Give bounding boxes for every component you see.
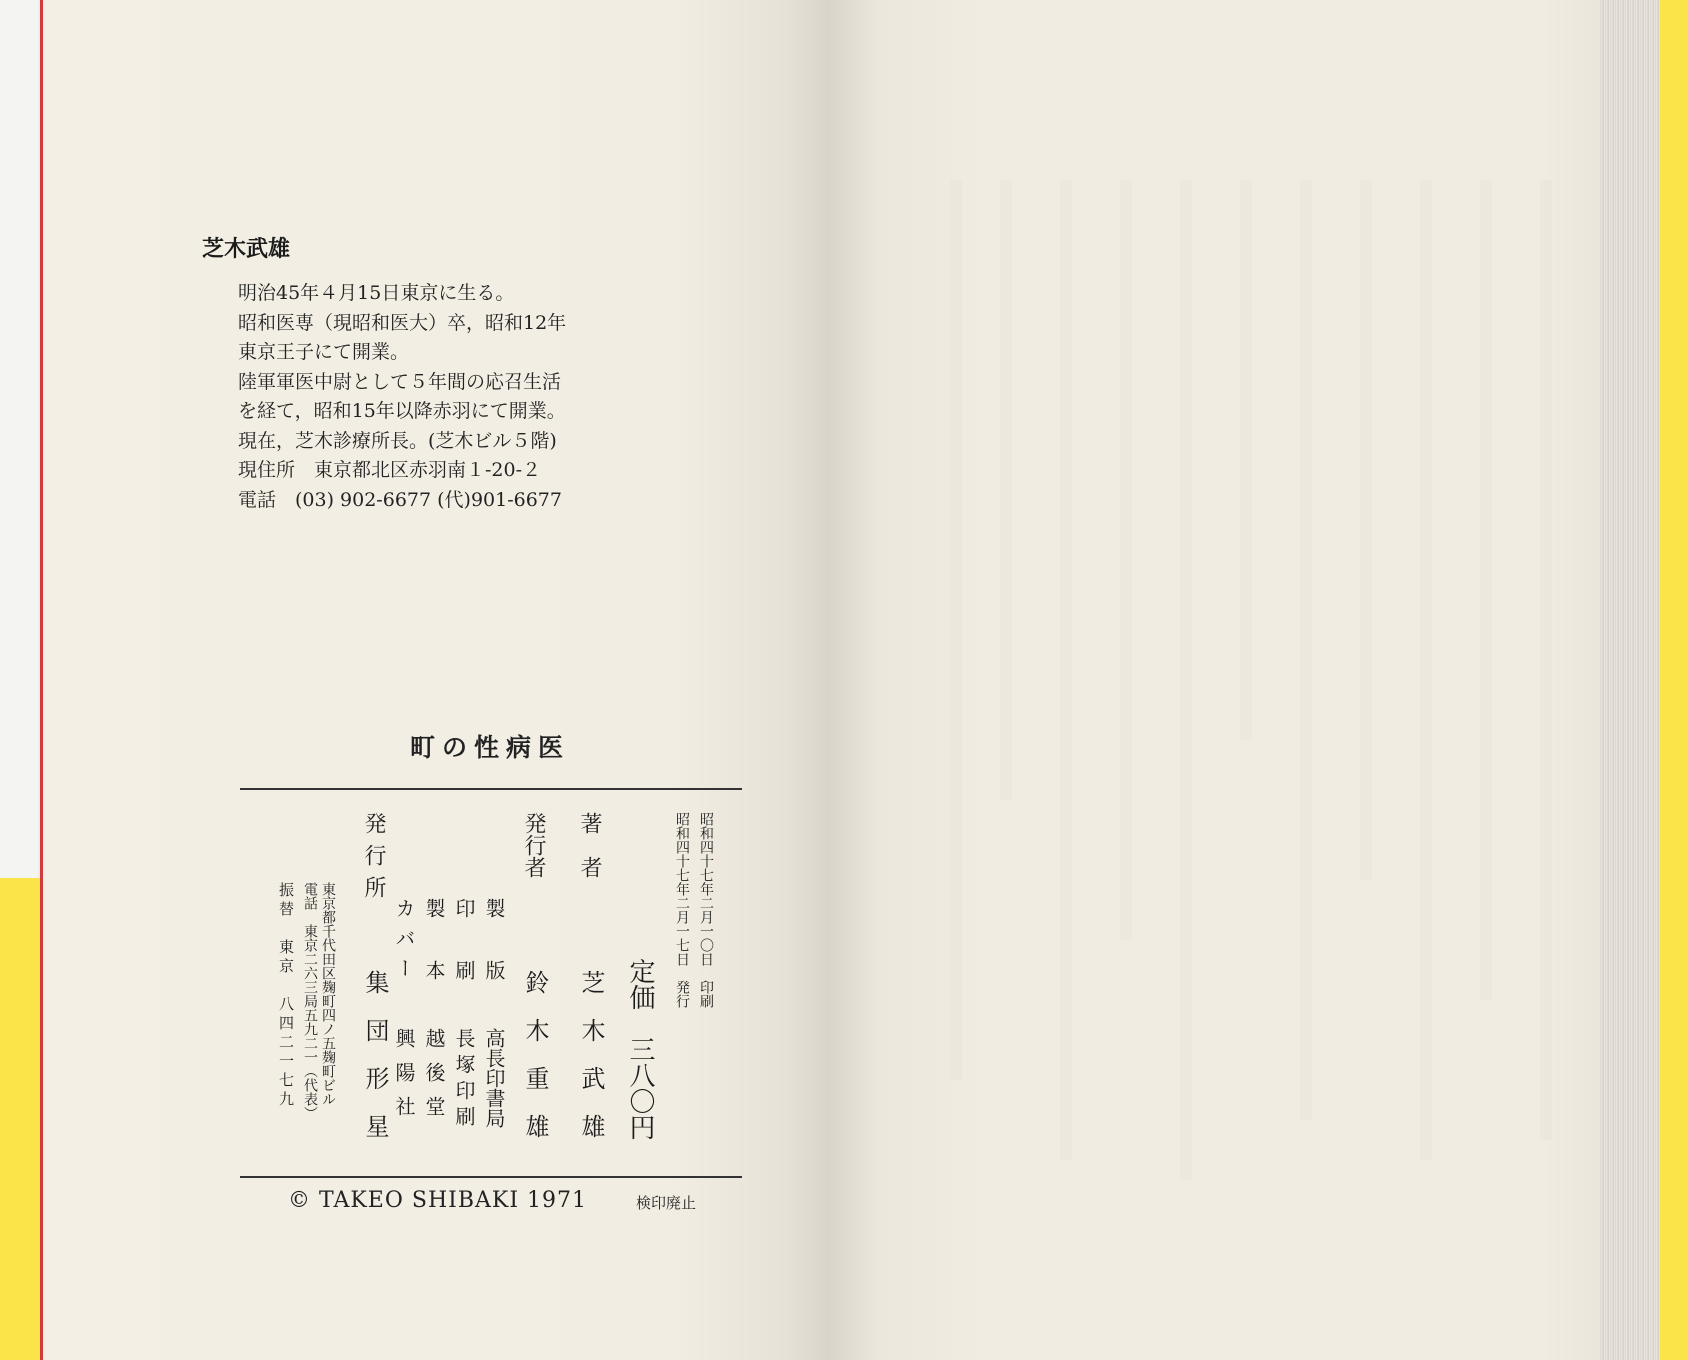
colophon-top-rule: [240, 788, 742, 790]
right-page: [830, 0, 1638, 1360]
show-through-text: [1360, 180, 1372, 880]
show-through-text: [1180, 180, 1192, 1180]
show-through-text: [1060, 180, 1072, 1160]
plate-value: 高長印書局: [482, 1028, 506, 1128]
bio-line: 東京王子にて開業。: [238, 341, 410, 363]
copyright-text: TAKEO SHIBAKI 1971: [319, 1188, 587, 1213]
show-through-text: [1240, 180, 1252, 740]
publisher-phone: 電話 東京二六三局五九二一（代表）: [302, 882, 318, 1120]
show-through-text: [1300, 180, 1312, 1120]
left-page: [43, 0, 830, 1360]
bio-line: 陸軍軍医中尉として５年間の応召生活: [238, 370, 562, 393]
bio-line: を経て，昭和15年以降赤羽にて開業。: [238, 400, 566, 422]
book-title: 町の性病医: [410, 733, 571, 762]
plate-label: 製版: [482, 898, 506, 1022]
publisher-value: 集 団 形 星: [361, 970, 389, 1138]
colophon-bottom-rule: [240, 1176, 742, 1178]
bio-line: 明治45年４月15日東京に生る。: [238, 282, 515, 304]
page-edges: [1600, 0, 1660, 1360]
background-yellow-right: [1660, 0, 1688, 1360]
author-bio: [238, 278, 566, 514]
print-label: 印刷: [452, 898, 476, 1022]
bio-line: 現住所 東京都北区赤羽南１-20-２: [238, 459, 542, 481]
publisher-address: 東京都千代田区麹町四ノ五麹町ビル: [320, 882, 336, 1106]
publisher-person-label: 発行者: [521, 812, 546, 878]
copyright-mark: ©: [288, 1188, 311, 1213]
author-name: 芝木武雄: [202, 237, 291, 262]
publish-date: 昭和四十七年二月一七日 発行: [674, 812, 690, 1008]
author-label: 著 者: [577, 812, 602, 878]
show-through-text: [950, 180, 962, 1080]
background-white-strip: [0, 0, 38, 878]
show-through-text: [1540, 180, 1552, 1140]
copyright-line: [288, 1188, 587, 1213]
show-through-text: [1120, 180, 1132, 940]
publisher-label: 発行所: [361, 812, 386, 908]
cover-label: カバー: [392, 898, 416, 988]
binding-value: 越後堂: [422, 1028, 446, 1130]
publisher-account: 振替 東京 八四二一七九: [277, 882, 295, 1110]
bio-line: 昭和医専（現昭和医大）卒，昭和12年: [238, 311, 567, 334]
print-value: 長塚印刷: [452, 1028, 476, 1132]
publisher-person-value: 鈴 木 重 雄: [521, 970, 549, 1138]
author-value: 芝 木 武 雄: [577, 970, 605, 1138]
print-date: 昭和四十七年二月一〇日 印刷: [698, 812, 714, 1008]
stamp-abolished-note: 検印廃止: [636, 1194, 697, 1212]
show-through-text: [1420, 180, 1432, 1160]
bio-line: 電話 (03) 902-6677 (代)901-6677: [238, 488, 562, 511]
price: 定価 三八〇円: [625, 958, 655, 1140]
binding-label: 製本: [422, 898, 446, 1022]
show-through-text: [1000, 180, 1012, 800]
cover-value: 興陽社: [392, 1028, 416, 1130]
show-through-text: [1480, 180, 1492, 1000]
bio-line: 現在，芝木診療所長。(芝木ビル５階): [238, 429, 557, 452]
